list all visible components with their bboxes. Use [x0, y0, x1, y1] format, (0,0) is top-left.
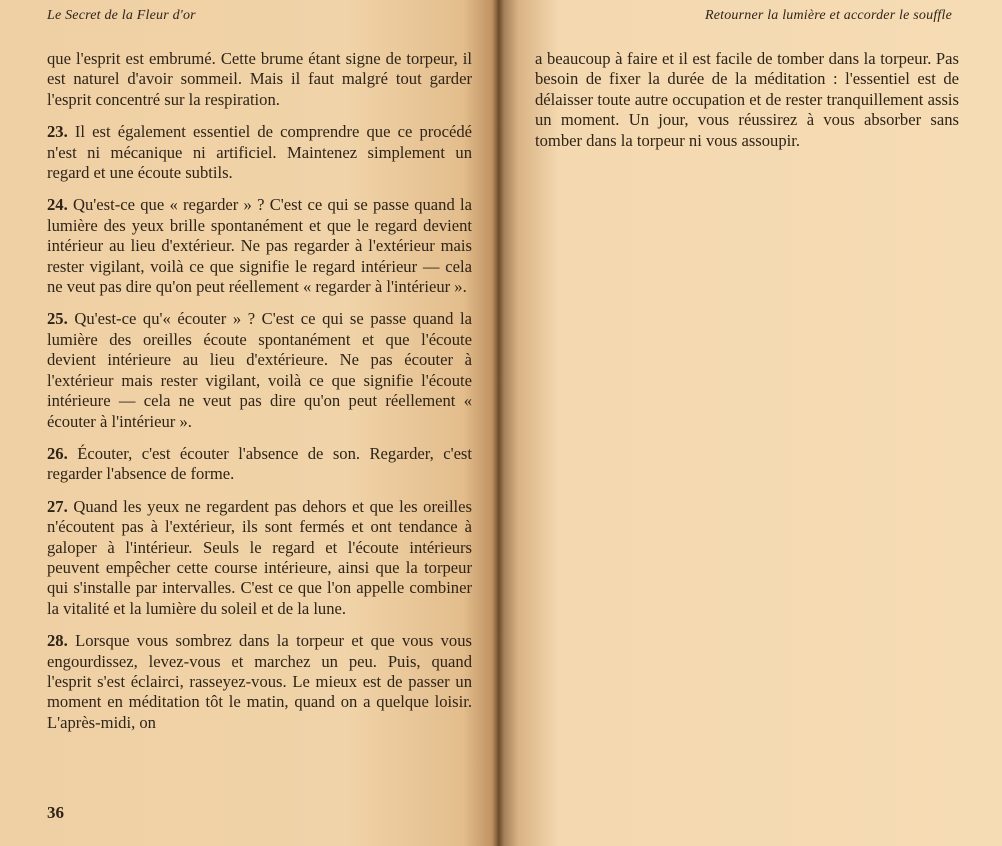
paragraph-text: Quand les yeux ne regardent pas dehors et que les oreilles n'écoutent pas à l'extérieur, ils sont fermés et ont tendance à galoper à l'intérieur. Seuls le regard et l'écoute intérieurs peuvent empêcher cette course intérieure, ainsi que la torpeur qui s'installe par intervalles. C'est ce que l'on appelle combiner la vitalité et la lumière du soleil et de la lune. — [47, 496, 472, 618]
right-page-text — [535, 49, 959, 163]
book-gutter — [492, 0, 504, 846]
paragraph-24 — [47, 195, 472, 297]
paragraph-27 — [47, 497, 472, 619]
left-running-head: Le Secret de la Fleur d'or — [47, 8, 196, 23]
paragraph-number: 27. — [47, 496, 68, 516]
paragraph-text: Écouter, c'est écouter l'absence de son. Regarder, c'est regarder l'absence de forme. — [47, 443, 472, 484]
paragraph-continued — [535, 49, 959, 151]
paragraph-26 — [47, 444, 472, 485]
paragraph-number: 23. — [47, 122, 68, 142]
paragraph-text: que l'esprit est embrumé. Cette brume étant signe de torpeur, il est naturel d'avoir sommeil. Mais il faut malgré tout garder l'esprit concentré sur la respiration. — [47, 49, 472, 109]
paragraph-text: a beaucoup à faire et il est facile de tomber dans la torpeur. Pas besoin de fixer la durée de la méditation : l'essentiel est de délaisser toute autre occupation et de rester tranquillement assis un moment. Un jour, vous réussirez à vous absorber sans tomber dans la torpeur ni vous assoupir. — [535, 49, 959, 150]
right-running-head: Retourner la lumière et accorder le souffle — [704, 8, 952, 23]
paragraph-number: 26. — [47, 443, 68, 463]
paragraph-number: 28. — [47, 631, 68, 651]
paragraph-text: Qu'est-ce que « regarder » ? C'est ce qui se passe quand la lumière des yeux brille spontanément et que le regard devient intérieur au lieu d'extérieur. Ne pas regarder à l'extérieur mais rester vigilant, voilà ce que signifie le regard intérieur — cela ne veut pas dire qu'on peut réellement « regarder à l'intérieur ». — [47, 195, 472, 297]
paragraph-text: Il est également essentiel de comprendre que ce procédé n'est ni mécanique ni artificiel. Maintenez simplement un regard et une écoute subtils. — [47, 122, 472, 183]
left-page-text — [47, 49, 472, 745]
paragraph-number: 25. — [47, 309, 68, 329]
paragraph-continued — [47, 49, 472, 110]
paragraph-text: Qu'est-ce qu'« écouter » ? C'est ce qui se passe quand la lumière des oreilles écoute spontanément et que l'écoute devient intérieure au lieu d'extérieure. Ne pas écouter à l'extérieur mais rester vigilant, voilà ce que signifie l'écoute intérieure — cela ne veut pas dire qu'on peut réellement « écouter à l'intérieur ». — [47, 309, 472, 431]
paragraph-number: 24. — [47, 195, 68, 215]
paragraph-23 — [47, 122, 472, 183]
paragraph-28 — [47, 631, 472, 733]
paragraph-text: Lorsque vous sombrez dans la torpeur et que vous vous engourdissez, levez-vous et marchez un peu. Puis, quand l'esprit s'est éclairci, rasseyez-vous. Le mieux est de passer un moment en méditation tôt le matin, quand on a quelque loisir. L'après-midi, on — [47, 631, 472, 732]
page-number: 36 — [47, 803, 64, 822]
paragraph-25 — [47, 309, 472, 431]
